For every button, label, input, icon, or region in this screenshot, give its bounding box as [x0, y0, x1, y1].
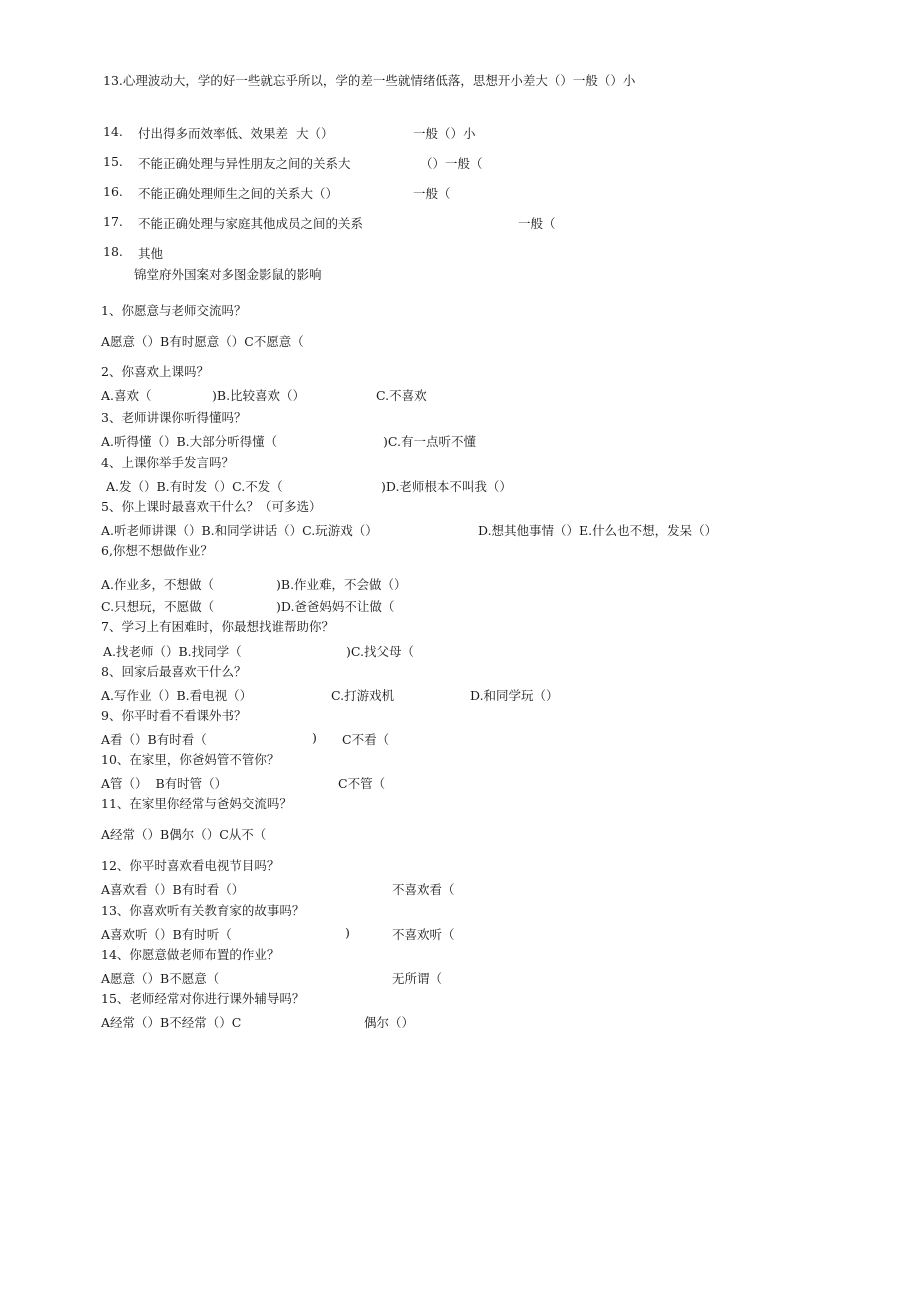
option: A.写作业（）B.看电视（）	[101, 688, 253, 703]
question-11-options: A经常（）B偶尔（）C从不（	[101, 827, 267, 842]
question-15: 15、老师经常对你进行课外辅导吗？	[101, 991, 305, 1006]
option: )	[345, 925, 350, 940]
question-10: 10、在家里，你爸妈管不管你？	[101, 752, 280, 767]
option: A看（）B有时看（	[101, 732, 207, 747]
question-14: 14、你愿意做老师布置的作业？	[101, 947, 280, 962]
option: A.听得懂（）B.大部分听得懂（	[101, 434, 278, 449]
question-3: 3、老师讲课你听得懂吗？	[101, 410, 247, 425]
option: )D.爸爸妈妈不让做（	[276, 599, 395, 614]
option: C.打游戏机	[331, 688, 395, 703]
question-5: 5、你上课时最喜欢干什么？（可多选）	[101, 499, 322, 514]
option: 偶尔（）	[364, 1015, 415, 1030]
option: C不管（	[338, 776, 386, 791]
option: A管（） B有时管（）	[101, 776, 228, 791]
option: )	[312, 730, 317, 745]
item-option: 一般（	[518, 216, 556, 231]
question-4: 4、上课你举手发言吗？	[101, 455, 234, 470]
item-text: 不能正确处理与家庭其他成员之间的关系	[138, 216, 364, 231]
item-number: 14.	[103, 124, 123, 139]
option: A.发（）B.有时发（）C.不发（	[106, 479, 283, 494]
option: )B.作业难，不会做（）	[276, 577, 407, 592]
item-text: 不能正确处理与异性朋友之间的关系大	[138, 156, 351, 171]
option: 无所谓（	[392, 971, 443, 986]
item-option: 一般（）小	[413, 126, 476, 141]
option: A喜欢看（）B有时看（）	[101, 882, 245, 897]
question-2: 2、你喜欢上课吗？	[101, 364, 209, 379]
option: A愿意（）B不愿意（	[101, 971, 220, 986]
item-option: 一般（	[413, 186, 451, 201]
question-6: 6,你想不想做作业？	[101, 543, 213, 558]
question-7: 7、学习上有困难时，你最想找谁帮助你？	[101, 619, 334, 634]
option: D.和同学玩（）	[470, 688, 559, 703]
option: D.想其他事情（）E.什么也不想，发呆（）	[478, 523, 718, 538]
option: )C.有一点听不懂	[383, 434, 476, 449]
option: A.作业多，不想做（	[101, 577, 215, 592]
option: 不喜欢看（	[392, 882, 455, 897]
item-text: 不能正确处理师生之间的关系大（）	[138, 186, 339, 201]
question-1: 1、你愿意与老师交流吗？	[101, 303, 247, 318]
item-text: 付出得多而效率低、效果差 大（）	[138, 126, 334, 141]
item-number: 15.	[103, 154, 123, 169]
question-9: 9、你平时看不看课外书？	[101, 708, 247, 723]
item-text: 其他	[138, 246, 164, 261]
question-13: 13、你喜欢听有关教育家的故事吗？	[101, 903, 305, 918]
question-8: 8、回家后最喜欢干什么？	[101, 664, 247, 679]
item-number: 18.	[103, 244, 123, 259]
question-12: 12、你平时喜欢看电视节目吗？	[101, 858, 280, 873]
section-heading: 锦堂府外国案对多图金影鼠的影响	[134, 267, 322, 282]
item-13: 13.心理波动大，学的好一些就忘乎所以，学的差一些就情绪低落，思想开小差大（）一般（）小	[103, 73, 636, 88]
question-1-options: A愿意（）B有时愿意（）C不愿意（	[101, 334, 304, 349]
option: C.不喜欢	[376, 388, 427, 403]
item-option: （）一般（	[420, 156, 483, 171]
option: A喜欢听（）B有时听（	[101, 927, 232, 942]
option: A.找老师（）B.找同学（	[103, 644, 242, 659]
option: A经常（）B不经常（）C	[101, 1015, 242, 1030]
option: )D.老师根本不叫我（）	[381, 479, 512, 494]
question-11: 11、在家里你经常与爸妈交流吗？	[101, 796, 292, 811]
option: 不喜欢听（	[392, 927, 455, 942]
option: C.只想玩，不愿做（	[101, 599, 215, 614]
item-number: 16.	[103, 184, 123, 199]
option: )C.找父母（	[346, 644, 414, 659]
option: )B.比较喜欢（）	[212, 388, 306, 403]
option: A.听老师讲课（）B.和同学讲话（）C.玩游戏（）	[101, 523, 378, 538]
option: A.喜欢（	[101, 388, 152, 403]
item-number: 17.	[103, 214, 123, 229]
option: C不看（	[342, 732, 390, 747]
